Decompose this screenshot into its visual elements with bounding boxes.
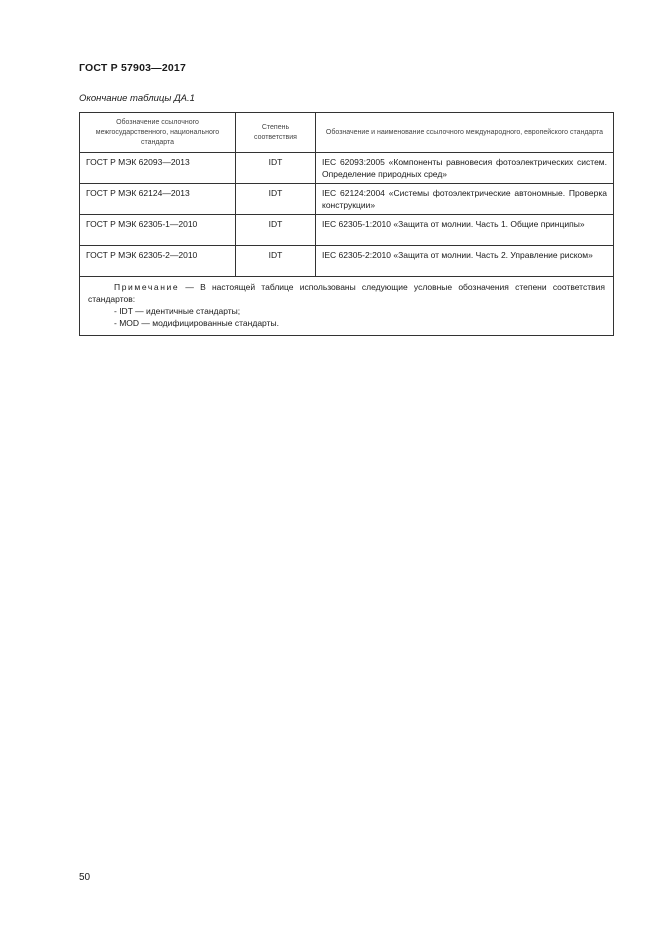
- page-number: 50: [79, 872, 91, 883]
- table-row: [80, 215, 614, 246]
- national-standard-cell: ГОСТ Р МЭК 62305-1—2010: [80, 215, 236, 246]
- note-paragraph: [88, 281, 605, 305]
- national-standard-cell: ГОСТ Р МЭК 62305-2—2010: [80, 246, 236, 277]
- degree-cell: IDT: [236, 215, 316, 246]
- table-note: [80, 277, 614, 336]
- note-text: — В настоящей таблице использованы следующие условные обозначения степени соответствия стандартов:: [88, 282, 605, 304]
- table-caption: Окончание таблицы ДА.1: [79, 93, 195, 104]
- national-standard-cell: ГОСТ Р МЭК 62093—2013: [80, 153, 236, 184]
- degree-cell: IDT: [236, 153, 316, 184]
- note-list-item: - MOD — модифицированные стандарты.: [114, 318, 279, 328]
- national-standard-cell: ГОСТ Р МЭК 62124—2013: [80, 184, 236, 215]
- table-row: [80, 184, 614, 215]
- international-standard-cell: IEC 62305-1:2010 «Защита от молнии. Часть 1. Общие принципы»: [316, 215, 614, 246]
- degree-cell: IDT: [236, 246, 316, 277]
- table-row: [80, 153, 614, 184]
- international-standard-cell: IEC 62124:2004 «Системы фотоэлектрические автономные. Проверка конструкции»: [316, 184, 614, 215]
- note-list-item: - IDT — идентичные стандарты;: [114, 306, 241, 316]
- table-note-row: [80, 277, 614, 336]
- table-row: [80, 246, 614, 277]
- note-lead-word: Примечание: [114, 282, 180, 292]
- column-header-degree: Степень соответствия: [236, 113, 316, 153]
- reference-standards-table: [79, 112, 614, 336]
- column-header-national-standard: Обозначение ссылочного межгосударственного, национального стандарта: [80, 113, 236, 153]
- table-header-row: [80, 113, 614, 153]
- degree-cell: IDT: [236, 184, 316, 215]
- document-code-header: ГОСТ Р 57903—2017: [79, 62, 187, 74]
- international-standard-cell: IEC 62093:2005 «Компоненты равновесия фотоэлектрических систем. Определение природных сред»: [316, 153, 614, 184]
- column-header-international-standard: Обозначение и наименование ссылочного международного, европейского стандарта: [316, 113, 614, 153]
- international-standard-cell: IEC 62305-2:2010 «Защита от молнии. Часть 2. Управление риском»: [316, 246, 614, 277]
